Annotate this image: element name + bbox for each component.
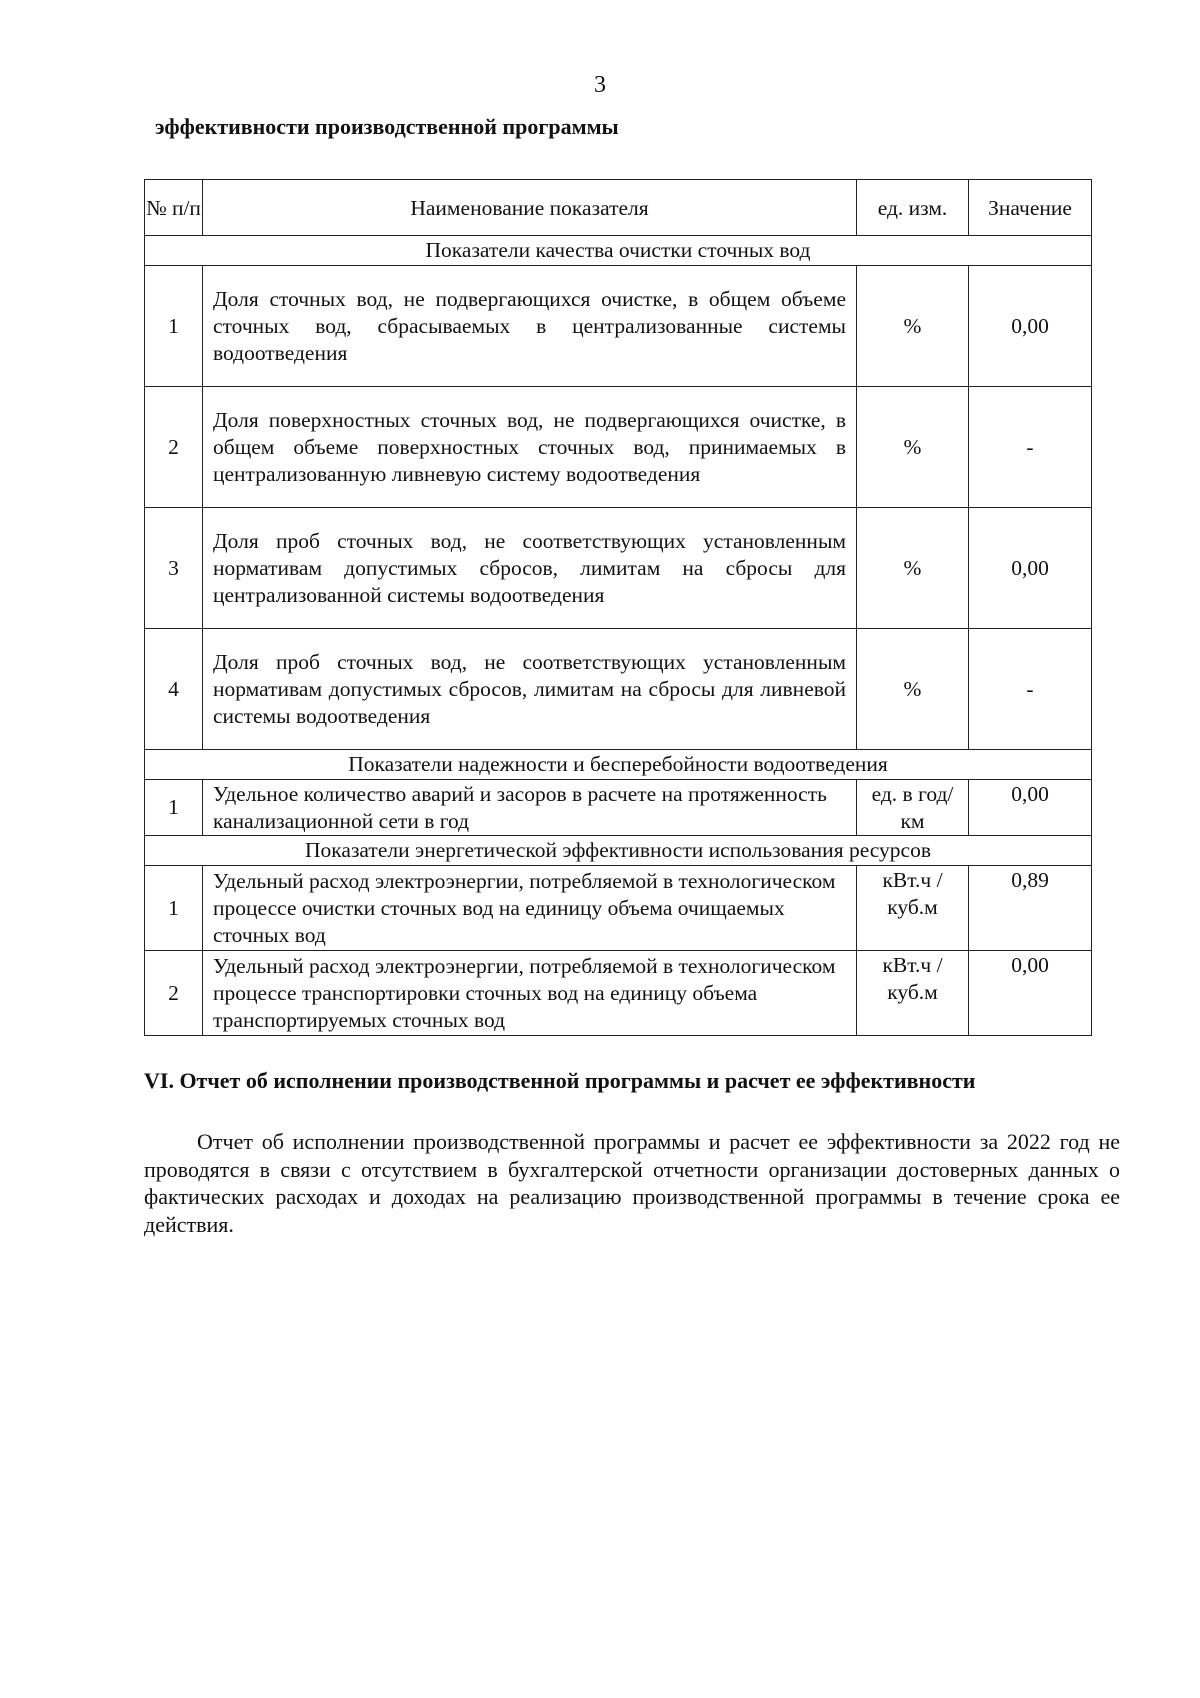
table-row (145, 387, 1092, 508)
report-paragraph: Отчет об исполнении производственной программы и расчет ее эффективности за 2022 год не проводятся в связи с отсутствием в бухгалтерской отчетности организации достоверных данных о фактических расходах и доходах на реализацию производственной программы в течение срока ее действия. (144, 1129, 1120, 1237)
section-title: Показатели надежности и бесперебойности водоотведения (145, 750, 1092, 780)
row-unit: % (857, 266, 969, 387)
row-name: Доля сточных вод, не подвергающихся очистке, в общем объеме сточных вод, сбрасываемых в централизованные системы водоотведения (203, 266, 857, 387)
row-unit: ед. в год/ км (857, 780, 969, 836)
section-row (145, 750, 1092, 780)
row-unit: % (857, 387, 969, 508)
table-header-row (145, 180, 1092, 236)
table-row (145, 780, 1092, 836)
row-value: 0,00 (969, 951, 1092, 1036)
row-name: Удельный расход электроэнергии, потребляемой в технологическом процессе транспортировки сточных вод на единицу объема транспортируемых сточных вод (203, 951, 857, 1036)
row-value: - (969, 387, 1092, 508)
row-num: 1 (145, 866, 203, 951)
section-title: Показатели энергетической эффективности использования ресурсов (145, 836, 1092, 866)
row-num: 3 (145, 508, 203, 629)
row-name: Доля проб сточных вод, не соответствующих установленным нормативам допустимых сбросов, лимитам на сбросы для ливневой системы водоотведения (203, 629, 857, 750)
row-num: 4 (145, 629, 203, 750)
section-row (145, 836, 1092, 866)
header-num: № п/п (145, 180, 203, 236)
section-row (145, 236, 1092, 266)
table-row (145, 508, 1092, 629)
row-unit: % (857, 508, 969, 629)
row-unit: % (857, 629, 969, 750)
row-unit: кВт.ч / куб.м (857, 951, 969, 1036)
row-name: Удельный расход электроэнергии, потребляемой в технологическом процессе очистки сточных вод на единицу объема очищаемых сточных вод (203, 866, 857, 951)
indicators-table (144, 179, 1092, 1036)
table-row (145, 866, 1092, 951)
row-value: 0,89 (969, 866, 1092, 951)
table-row (145, 266, 1092, 387)
row-num: 1 (145, 780, 203, 836)
table-row (145, 951, 1092, 1036)
row-value: 0,00 (969, 508, 1092, 629)
table-row (145, 629, 1092, 750)
row-num: 1 (145, 266, 203, 387)
row-name: Доля поверхностных сточных вод, не подвергающихся очистке, в общем объеме поверхностных сточных вод, принимаемых в централизованную ливневую систему водоотведения (203, 387, 857, 508)
continued-heading: эффективности производственной программы (155, 114, 619, 139)
row-unit: кВт.ч / куб.м (857, 866, 969, 951)
row-num: 2 (145, 387, 203, 508)
row-value: 0,00 (969, 266, 1092, 387)
header-name: Наименование показателя (203, 180, 857, 236)
row-value: - (969, 629, 1092, 750)
header-unit: ед. изм. (857, 180, 969, 236)
page-number: 3 (594, 72, 606, 98)
row-name: Удельное количество аварий и засоров в расчете на протяженность канализационной сети в год (203, 780, 857, 836)
section-vi-title: VI. Отчет об исполнении производственной программы и расчет ее эффективности (144, 1068, 976, 1093)
row-num: 2 (145, 951, 203, 1036)
row-value: 0,00 (969, 780, 1092, 836)
row-name: Доля проб сточных вод, не соответствующих установленным нормативам допустимых сбросов, лимитам на сбросы для централизованной системы водоотведения (203, 508, 857, 629)
header-value: Значение (969, 180, 1092, 236)
section-title: Показатели качества очистки сточных вод (145, 236, 1092, 266)
